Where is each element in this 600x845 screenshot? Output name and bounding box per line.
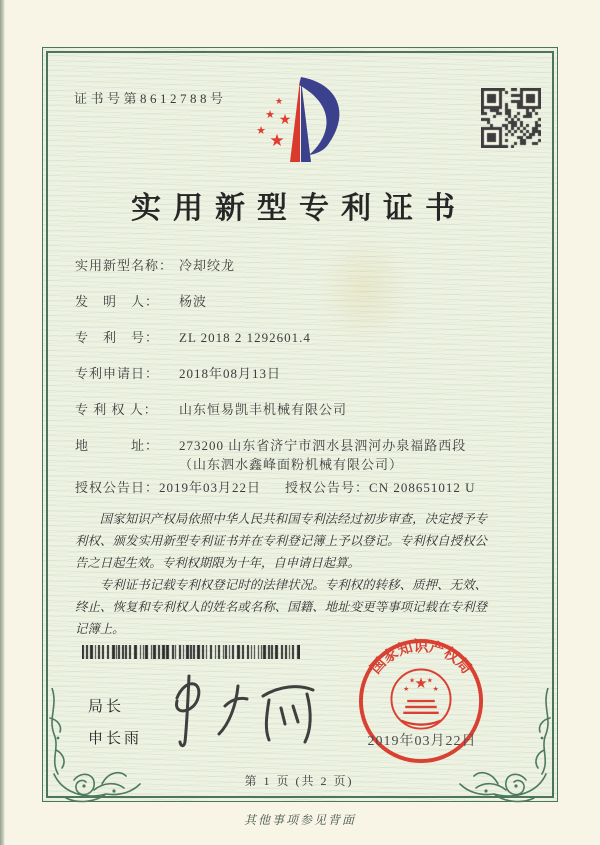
field-label: 发 明 人： [75,294,160,309]
svg-text:★: ★ [432,685,439,694]
field-utility-model-name [75,256,490,276]
commissioner-title: 局长 [88,699,125,715]
field-label: 实用新型名称： [75,258,174,273]
svg-text:★: ★ [278,112,292,128]
svg-text:★: ★ [409,676,416,685]
field-address [75,436,490,474]
field-value: 山东恒易凯丰机械有限公司 [179,402,348,417]
svg-text:★: ★ [274,97,284,107]
grant-date-group [75,478,261,498]
grant-number-value: CN 208651012 U [369,480,476,495]
grant-number-label: 授权公告号： [285,480,370,495]
field-label: 专 利 号： [75,330,160,345]
footer-note: 其他事项参见背面 [243,813,356,827]
grant-date-value: 2019年03月22日 [159,480,262,495]
commissioner-name: 申长雨 [88,731,143,747]
svg-text:★: ★ [256,124,266,137]
svg-text:★: ★ [403,685,410,694]
field-application-date [75,364,490,384]
field-patent-number [75,328,490,348]
field-value: 273200 山东省济宁市泗水县泗河办泉福路西段（山东泗水鑫峰面粉机械有限公司） [179,438,467,472]
certificate-fields [75,256,490,498]
certificate-title: 实用新型专利证书 [131,192,467,225]
scan-edge-shadow [0,0,5,845]
legal-paragraph-2: 专利证书记载专利权登记时的法律状况。专利权的转移、质押、无效、终止、恢复和专利权人的姓名或名称、国籍、地址变更等事项记载在专利登记簿上。 [75,578,487,637]
grant-date-label: 授权公告日： [75,480,160,495]
field-value: ZL 2018 2 1292601.4 [179,330,311,345]
grant-number-group [285,478,475,498]
qr-code [481,88,541,148]
national-emblem [391,669,450,728]
certificate-number: 证书号第8612788号 [74,91,227,106]
svg-text:★: ★ [269,131,285,151]
page-number: 第 1 页 (共 2 页) [244,774,354,788]
field-value: 杨波 [179,294,208,309]
svg-text:★: ★ [265,108,275,121]
legal-body-text [75,508,487,640]
field-value: 2018年08月13日 [179,366,282,381]
barcode [82,645,300,659]
field-label: 专利申请日： [75,366,160,381]
field-label: 专 利 权 人： [75,402,158,417]
field-patentee [75,400,490,420]
svg-text:★: ★ [426,676,433,685]
field-label: 地 址： [75,438,160,453]
svg-text:★: ★ [414,675,428,693]
handwritten-signature-icon [155,668,325,753]
field-inventor [75,292,490,312]
legal-paragraph-1: 国家知识产权局依照中华人民共和国专利法经过初步审查，决定授予专利权、颁发实用新型专利证书并在专利登记簿上予以登记。专利权自授权公告之日起生效。专利权期限为十年，自申请日起算。 [75,512,487,571]
seal-text: 国家知识产权局 [367,639,475,678]
grant-row [75,478,490,498]
field-value: 冷却绞龙 [179,258,236,273]
cnipa-patent-logo-icon [243,72,361,174]
seal-date: 2019年03月22日 [367,734,477,749]
